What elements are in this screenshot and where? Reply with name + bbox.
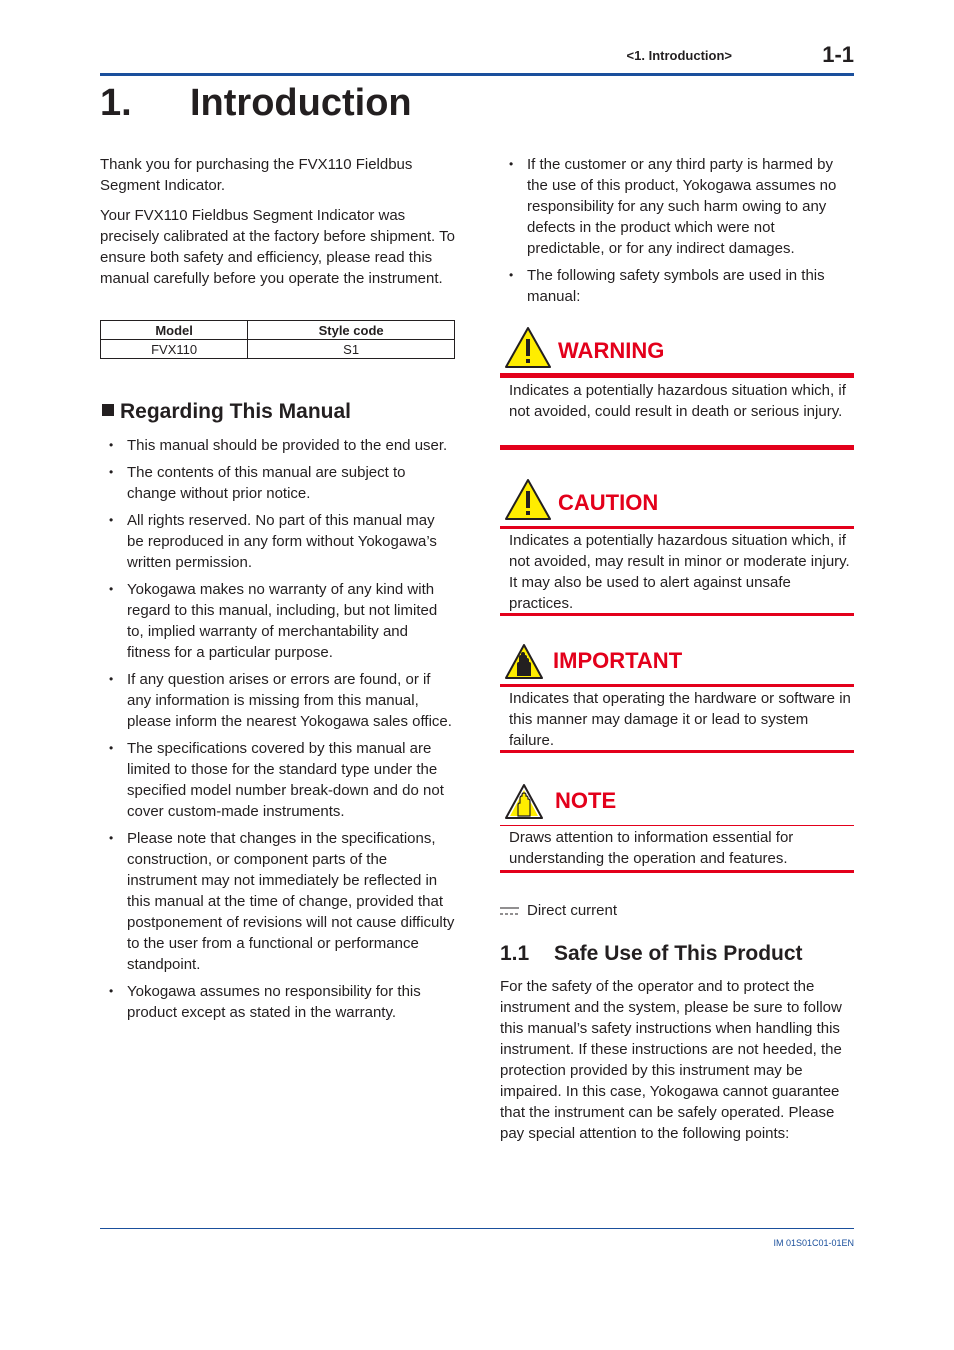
list-item: • If any question arises or errors are found, or if any information is missing from this manual, please inform the nearest Yokogawa sales office. bbox=[100, 669, 455, 732]
header-rule bbox=[100, 73, 854, 76]
section-number: 1.1 bbox=[500, 942, 530, 965]
regarding-list bbox=[100, 435, 455, 1029]
footer-rule bbox=[100, 1228, 854, 1229]
warning-text: Indicates a potentially hazardous situation which, if not avoided, could result in death or serious injury. bbox=[509, 382, 846, 420]
table-header-cell: Model bbox=[101, 321, 248, 340]
list-item: • The following safety symbols are used in this manual: bbox=[500, 265, 854, 307]
intro-paragraph-1: Thank you for purchasing the FVX110 Fieldbus Segment Indicator. bbox=[100, 156, 413, 194]
note-title: NOTE bbox=[555, 788, 617, 813]
caution-triangle-icon bbox=[504, 478, 552, 521]
square-bullet-icon bbox=[102, 404, 114, 416]
important-top-bar bbox=[500, 684, 854, 687]
caution-bottom-bar bbox=[500, 613, 854, 616]
chapter-title: Introduction bbox=[190, 82, 412, 124]
note-text: Draws attention to information essential for understanding the operation and features. bbox=[509, 829, 794, 867]
table-cell: S1 bbox=[248, 340, 455, 359]
table-header-cell: Style code bbox=[248, 321, 455, 340]
list-item: • Yokogawa assumes no responsibility for this product except as stated in the warranty. bbox=[100, 981, 455, 1023]
list-item: • This manual should be provided to the end user. bbox=[100, 435, 455, 456]
note-hand-icon bbox=[504, 783, 544, 820]
caution-top-bar bbox=[500, 526, 854, 529]
direct-current-label: Direct current bbox=[527, 902, 618, 919]
caution-title: CAUTION bbox=[558, 490, 659, 515]
document-number: IM 01S01C01-01EN bbox=[773, 1238, 854, 1248]
important-bottom-bar bbox=[500, 750, 854, 753]
section-paragraph: For the safety of the operator and to protect the instrument and the system, please be sure to follow this manual’s safety instructions when handling this instrument. If these instructions are not heeded, the protection provided by this instrument may be impaired. In this case, Yokogawa cannot guarantee that the instrument can be safely operated. Please pay special attention to the following points: bbox=[500, 978, 842, 1142]
list-item: • Yokogawa makes no warranty of any kind with regard to this manual, including, but not limited to, implied warranty of merchantability and fitness for a particular purpose. bbox=[100, 579, 455, 663]
note-bottom-bar bbox=[500, 870, 854, 873]
important-title: IMPORTANT bbox=[553, 648, 683, 673]
table-row bbox=[101, 340, 455, 359]
note-top-bar bbox=[500, 825, 854, 826]
table-cell: FVX110 bbox=[101, 340, 248, 359]
caution-text: Indicates a potentially hazardous situation which, if not avoided, may result in minor or moderate injury. It may also be used to alert against unsafe practices. bbox=[509, 532, 850, 612]
intro-paragraph-2: Your FVX110 Fieldbus Segment Indicator was precisely calibrated at the factory before shipment. To ensure both safety and efficiency, please read this manual carefully before you operate the instrument. bbox=[100, 207, 455, 287]
warning-triangle-icon bbox=[504, 326, 552, 369]
warning-title: WARNING bbox=[558, 338, 665, 363]
model-table bbox=[100, 320, 455, 359]
section-title: Safe Use of This Product bbox=[554, 942, 803, 965]
warning-top-bar bbox=[500, 373, 854, 378]
safety-bullets bbox=[500, 154, 854, 313]
list-item: • The specifications covered by this manual are limited to those for the standard type under the specified model number break-down and do not cover custom-made instruments. bbox=[100, 738, 455, 822]
important-text: Indicates that operating the hardware or software in this manner may damage it or lead to system failure. bbox=[509, 690, 851, 749]
important-hand-icon bbox=[504, 643, 544, 680]
chapter-number: 1. bbox=[100, 82, 132, 124]
table-header-row bbox=[101, 321, 455, 340]
list-item: • Please note that changes in the specifications, construction, or component parts of the instrument may not immediately be reflected in this manual at the time of change, provided that postponement of revisions will not cause difficulty to the user from a functional or performance standpoint. bbox=[100, 828, 455, 975]
warning-bottom-bar bbox=[500, 445, 854, 450]
direct-current-icon bbox=[500, 906, 519, 916]
list-item: • If the customer or any third party is harmed by the use of this product, Yokogawa assumes no responsibility for any such harm owing to any defects in the product which were not predictable, or for any indirect damages. bbox=[500, 154, 854, 259]
list-item: • All rights reserved. No part of this manual may be reproduced in any form without Yokogawa’s written permission. bbox=[100, 510, 455, 573]
regarding-heading-text: Regarding This Manual bbox=[120, 400, 352, 423]
regarding-heading bbox=[102, 400, 351, 424]
list-item: • The contents of this manual are subject to change without prior notice. bbox=[100, 462, 455, 504]
running-header-chapter: <1. Introduction> bbox=[626, 48, 732, 63]
page-number: 1-1 bbox=[822, 42, 854, 67]
